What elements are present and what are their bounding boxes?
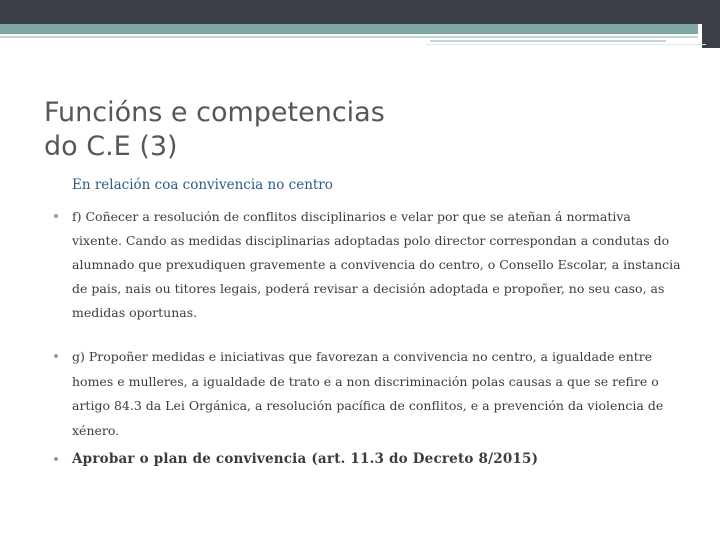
bullet-icon [54, 354, 58, 358]
bullet-item-f [54, 205, 684, 325]
bullet-icon [54, 214, 58, 218]
bullet-text: Aprobar o plan de convivencia (art. 11.3 do Decreto 8/2015) [72, 451, 539, 467]
bullet-item-approve-plan [54, 447, 684, 471]
header-rule [430, 40, 666, 42]
header-corner-accent [702, 0, 720, 48]
slide-title-line: Funcións e competencias [44, 97, 385, 128]
bullet-icon [54, 457, 58, 461]
bullet-list [54, 205, 684, 471]
slide-title-line: do C.E (3) [44, 131, 178, 162]
header-band-dark [0, 0, 720, 24]
bullet-item-g [54, 345, 684, 443]
slide-title [44, 96, 385, 164]
header-rule [426, 44, 706, 45]
slide-subtitle: En relación coa convivencia no centro [72, 177, 333, 193]
bullet-text: f) Coñecer a resolución de conflitos disciplinarios e velar por que se ateñan á normativa vixente. Cando as medidas disciplinarias adoptadas polo director correspondan a condutas do alumnado que prexudiquen gravemente a convivencia do centro, o Consello Escolar, a instancia de pais, nais ou titores legais, poderá revisar a decisión adoptada e propoñer, no seu caso, as medidas oportunas. [72, 209, 681, 320]
header-rule [0, 36, 698, 38]
bullet-text: g) Propoñer medidas e iniciativas que favorezan a convivencia no centro, a igualdade entre homes e mulleres, a igualdade de trato e a non discriminación polas causas a que se refire o artigo 84.3 da Lei Orgánica, a resolución pacífica de conflitos, e a prevención da violencia de xénero. [72, 349, 664, 438]
header-band-teal [0, 24, 698, 34]
